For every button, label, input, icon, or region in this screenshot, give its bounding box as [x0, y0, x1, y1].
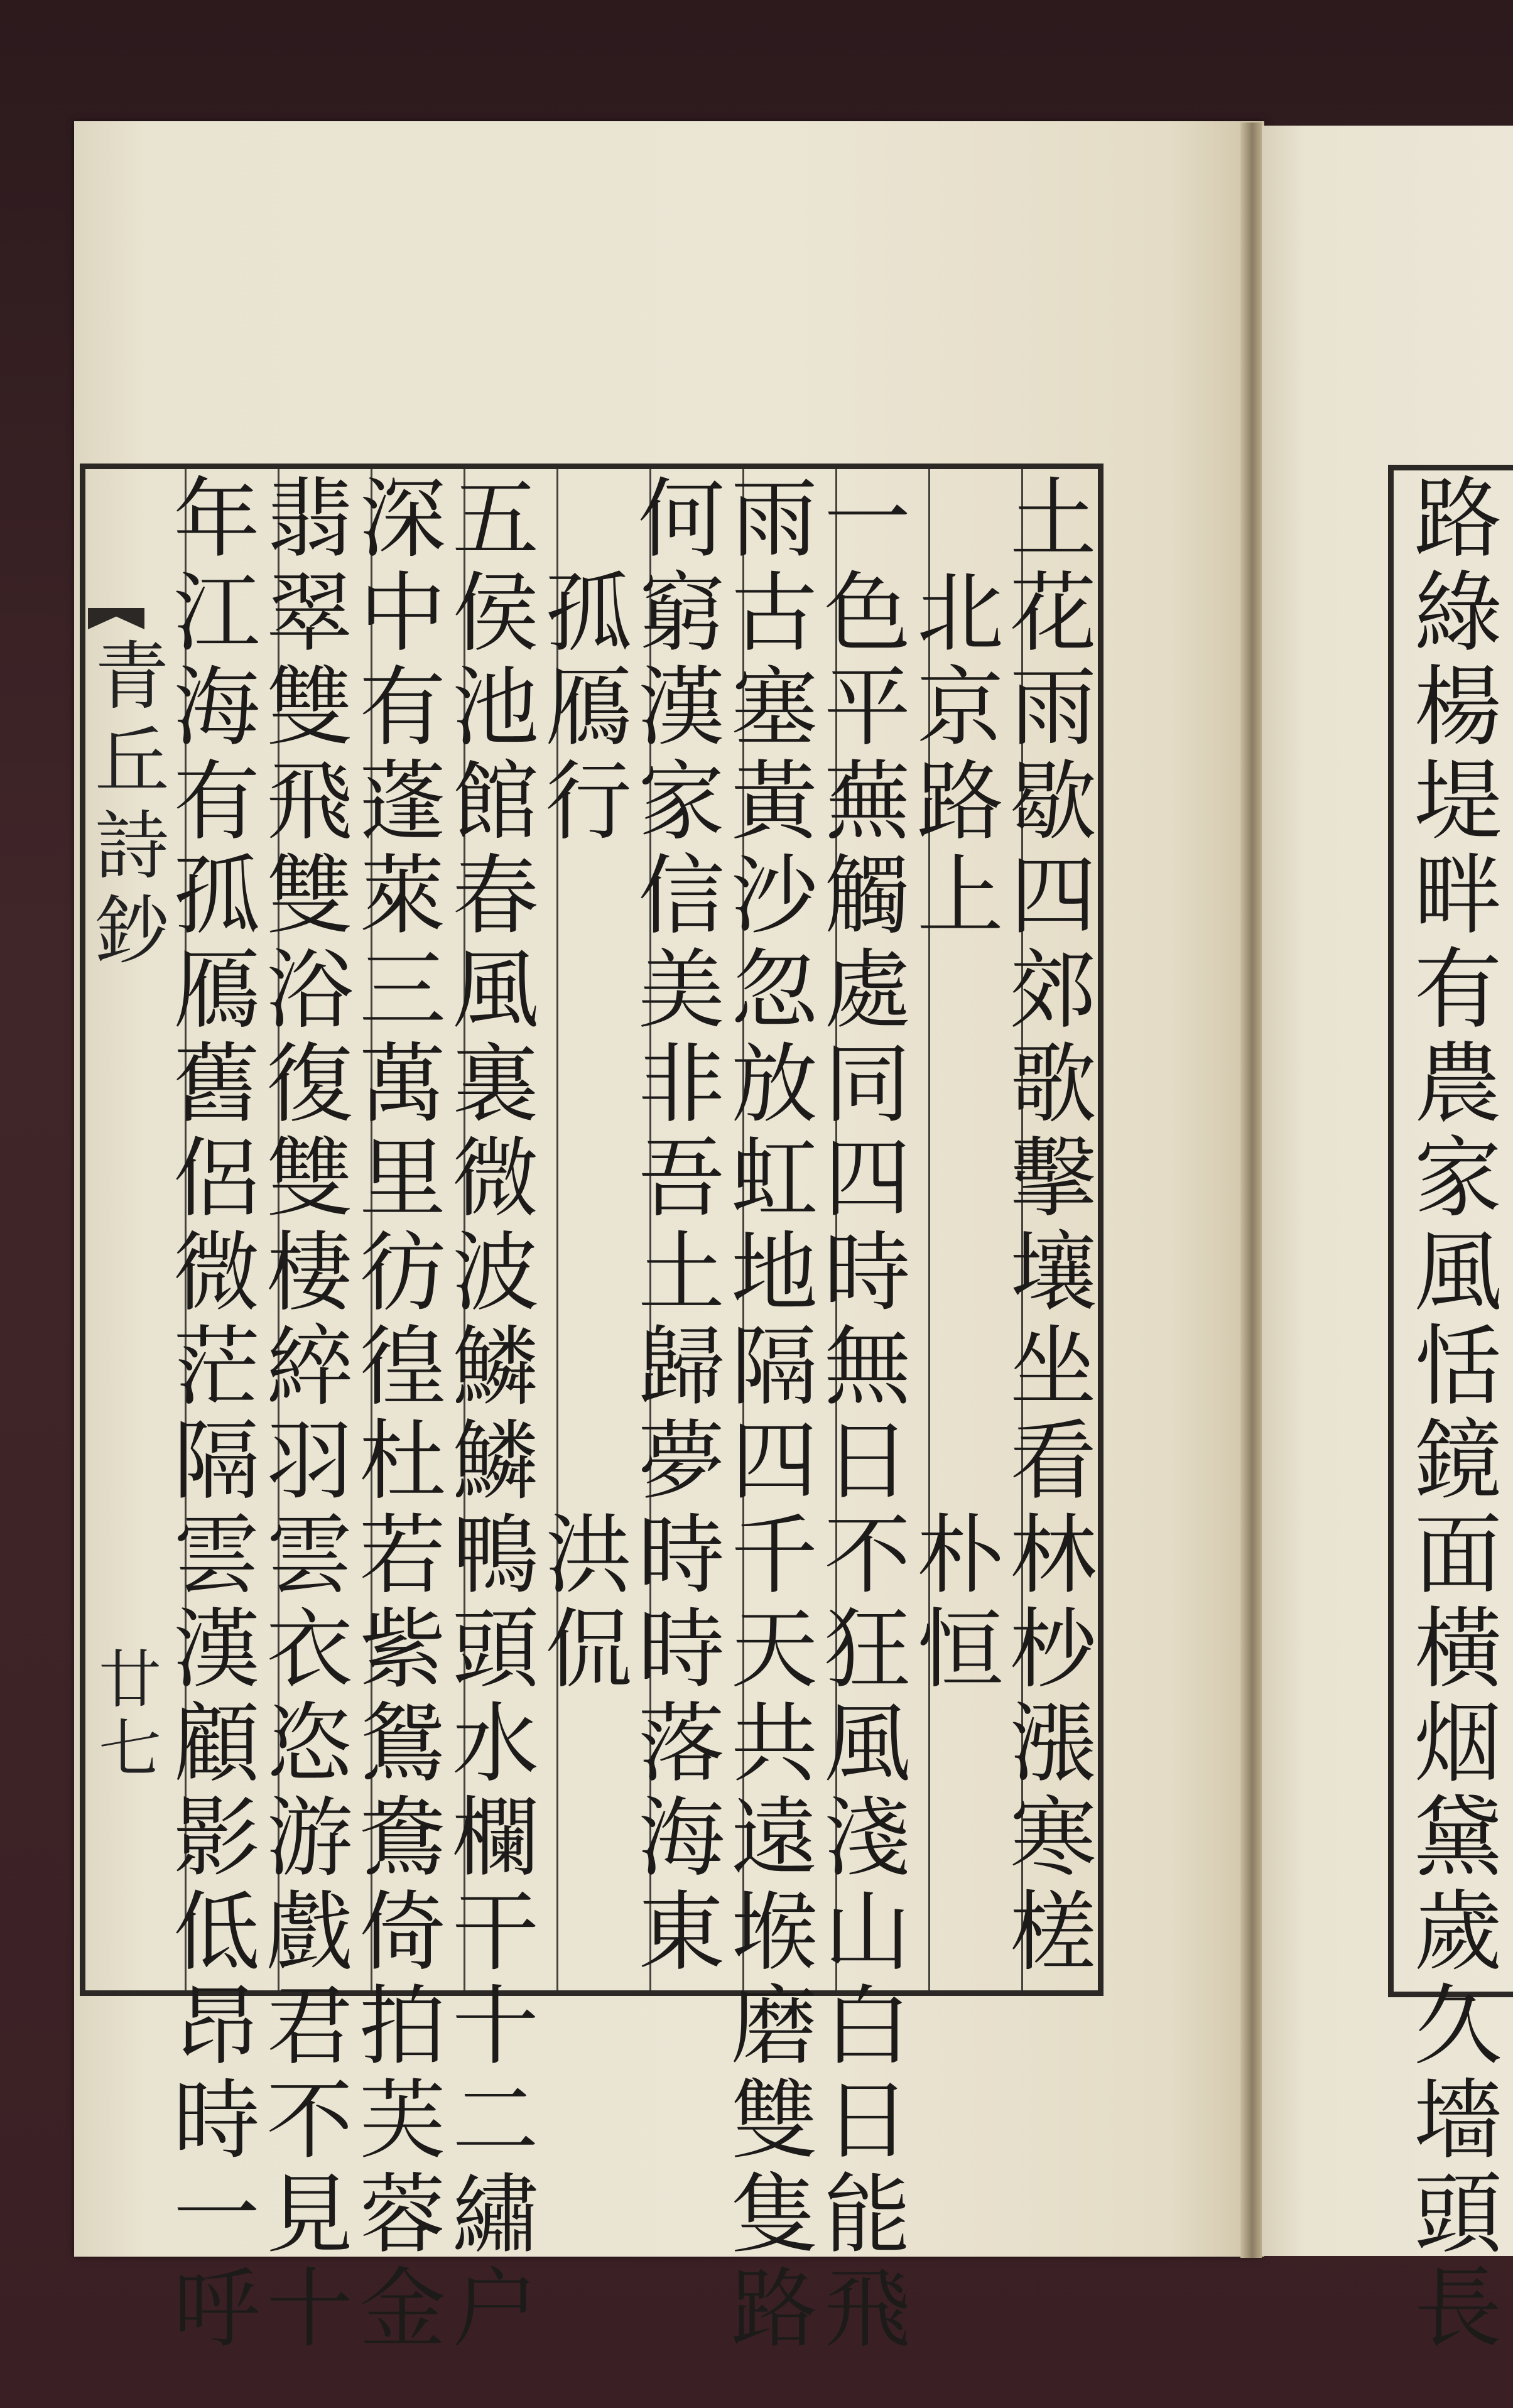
text-char: 天 [730, 1599, 818, 1700]
text-char: 隻 [730, 2164, 818, 2265]
text-char: 蓬 [359, 751, 446, 852]
text-char: 微 [173, 1222, 260, 1323]
text-column [449, 469, 542, 2360]
text-char: 雲 [173, 1505, 260, 1606]
author-char: 洪 [545, 1505, 632, 1606]
text-char: 棲 [266, 1222, 353, 1323]
text-char: 沙 [730, 845, 818, 946]
text-char: 十 [266, 2259, 353, 2360]
text-char: 畔 [1414, 845, 1502, 947]
text-char: 舊 [173, 1034, 260, 1135]
text-char: 四 [823, 1128, 911, 1229]
text-char: 綠 [1414, 562, 1502, 664]
text-column [263, 469, 356, 2360]
text-char: 昂 [173, 1976, 260, 2077]
text-char: 忽 [730, 940, 818, 1041]
title-char: 鴈 [545, 657, 632, 758]
text-char: 虹 [730, 1128, 818, 1229]
text-char: 有 [173, 751, 260, 852]
text-char: 恣 [266, 1693, 353, 1794]
text-char: 飛 [266, 751, 353, 852]
text-char: 放 [730, 1034, 818, 1135]
text-char: 何 [637, 469, 725, 570]
text-char: 彷 [359, 1222, 446, 1323]
text-char: 中 [359, 563, 446, 664]
text-char: 一 [173, 2164, 260, 2265]
text-char: 萬 [359, 1034, 446, 1135]
text-char: 鏡 [1414, 1410, 1502, 1512]
text-char: 觸 [823, 845, 911, 946]
text-char: 蕪 [823, 751, 911, 852]
text-char: 呼 [173, 2259, 260, 2360]
text-char: 若 [359, 1505, 446, 1606]
text-char: 花 [1009, 563, 1097, 664]
book-gutter [1240, 122, 1262, 2258]
text-char: 墻 [1414, 2069, 1502, 2172]
text-char: 土 [1009, 469, 1097, 570]
title-char: 京 [916, 657, 1004, 758]
text-char: 海 [173, 657, 260, 758]
text-char: 十 [452, 1976, 539, 2077]
text-char: 古 [730, 563, 818, 664]
text-char: 遠 [730, 1787, 818, 1889]
text-char: 同 [823, 1034, 911, 1135]
text-char: 紫 [359, 1599, 446, 1700]
text-char: 東 [637, 1882, 725, 1983]
text-char: 杜 [359, 1411, 446, 1512]
text-char: 山 [823, 1882, 911, 1983]
text-char: 一 [823, 469, 911, 570]
text-char: 年 [173, 469, 260, 570]
text-char: 五 [452, 469, 539, 570]
text-char: 狂 [823, 1599, 911, 1700]
text-char: 頭 [1414, 2164, 1502, 2266]
title-char: 路 [916, 751, 1004, 852]
title-char: 孤 [545, 563, 632, 664]
text-column [635, 469, 728, 1983]
text-char: 落 [637, 1693, 725, 1794]
title-char: 鈔 [94, 887, 169, 974]
text-char: 雙 [266, 845, 353, 946]
poem-title [914, 563, 1007, 946]
text-char: 海 [637, 1787, 725, 1889]
text-char: 非 [637, 1034, 725, 1135]
text-char: 風 [452, 940, 539, 1041]
text-char: 地 [730, 1222, 818, 1323]
text-char: 黃 [730, 751, 818, 852]
title-char: 上 [916, 845, 1004, 946]
title-char: 青 [94, 633, 169, 720]
text-char: 裏 [452, 1034, 539, 1135]
text-char: 擊 [1009, 1128, 1097, 1229]
text-char: 鴈 [173, 940, 260, 1041]
text-char: 千 [730, 1505, 818, 1606]
text-char: 平 [823, 657, 911, 758]
text-char: 翡 [266, 469, 353, 570]
text-char: 處 [823, 940, 911, 1041]
text-char: 户 [452, 2259, 539, 2360]
text-char: 三 [359, 940, 446, 1041]
text-char: 波 [452, 1222, 539, 1323]
text-char: 影 [173, 1787, 260, 1889]
text-char: 微 [452, 1128, 539, 1229]
text-char: 日 [823, 2070, 911, 2171]
text-char: 土 [637, 1222, 725, 1323]
text-column [728, 469, 821, 2360]
text-char: 壤 [1009, 1222, 1097, 1323]
text-char: 日 [823, 1411, 911, 1512]
title-char: 詩 [94, 803, 169, 889]
text-column [356, 469, 449, 2360]
title-char: 丘 [94, 718, 169, 805]
text-char: 侶 [173, 1128, 260, 1229]
text-char: 時 [637, 1599, 725, 1700]
author-char: 侃 [545, 1599, 632, 1700]
margin-book-title [91, 634, 173, 974]
text-char: 頭 [452, 1599, 539, 1700]
text-char: 橫 [1414, 1598, 1502, 1701]
text-char: 寒 [1009, 1787, 1097, 1889]
text-char: 茫 [173, 1316, 260, 1418]
text-char: 面 [1414, 1504, 1502, 1607]
text-char: 飛 [823, 2259, 911, 2360]
text-char: 色 [823, 563, 911, 664]
text-char: 有 [1414, 939, 1502, 1041]
text-char: 鴦 [359, 1787, 446, 1889]
text-column [821, 469, 914, 2360]
text-char: 共 [730, 1693, 818, 1794]
text-char: 四 [1009, 845, 1097, 946]
text-char: 衣 [266, 1599, 353, 1700]
text-char: 雙 [266, 657, 353, 758]
title-char: 北 [916, 563, 1004, 664]
title-char: 行 [545, 751, 632, 852]
text-char: 倚 [359, 1882, 446, 1983]
text-char: 江 [173, 563, 260, 664]
text-char: 風 [1414, 1222, 1502, 1324]
text-char: 磨 [730, 1976, 818, 2077]
text-char: 能 [823, 2164, 911, 2265]
text-char: 雲 [266, 1505, 353, 1606]
text-char: 家 [1414, 1127, 1502, 1230]
text-char: 鴛 [359, 1693, 446, 1794]
text-char: 黛 [1414, 1787, 1502, 1889]
text-char: 雨 [1009, 657, 1097, 758]
text-char: 楊 [1414, 656, 1502, 759]
text-char: 雨 [730, 469, 818, 570]
text-char: 家 [637, 751, 725, 852]
text-char: 復 [266, 1034, 353, 1135]
text-char: 雙 [730, 2070, 818, 2171]
text-char: 館 [452, 751, 539, 852]
text-char: 四 [730, 1411, 818, 1512]
text-char: 翠 [266, 563, 353, 664]
text-char: 長 [1414, 2258, 1502, 2360]
author-char: 恒 [916, 1599, 1004, 1700]
text-char: 繡 [452, 2164, 539, 2265]
text-char: 漢 [637, 657, 725, 758]
text-char: 淺 [823, 1787, 911, 1889]
text-char: 春 [452, 845, 539, 946]
text-char: 低 [173, 1882, 260, 1983]
text-char: 風 [823, 1693, 911, 1794]
text-char: 鱗 [452, 1411, 539, 1512]
text-char: 顧 [173, 1693, 260, 1794]
text-char: 君 [266, 1976, 353, 2077]
text-char: 吾 [637, 1128, 725, 1229]
text-char: 徨 [359, 1316, 446, 1418]
text-char: 槎 [1009, 1882, 1097, 1983]
text-char: 時 [823, 1222, 911, 1323]
poet-name [914, 1505, 1007, 1700]
text-char: 烟 [1414, 1693, 1502, 1795]
text-char: 深 [359, 469, 446, 570]
text-char: 游 [266, 1787, 353, 1889]
text-column [1007, 469, 1100, 1983]
text-char: 無 [823, 1316, 911, 1418]
text-char: 杪 [1009, 1599, 1097, 1700]
text-char: 坐 [1009, 1316, 1097, 1418]
text-char: 白 [823, 1976, 911, 2077]
text-char: 久 [1414, 1975, 1502, 2078]
poet-name [542, 1505, 635, 1700]
text-char: 郊 [1009, 940, 1097, 1041]
text-column [170, 469, 263, 2360]
text-char: 時 [637, 1505, 725, 1606]
text-char: 綷 [266, 1316, 353, 1418]
text-char: 芙 [359, 2070, 446, 2171]
text-char: 信 [637, 845, 725, 946]
text-char: 拍 [359, 1976, 446, 2077]
text-char: 不 [266, 2070, 353, 2171]
text-char: 見 [266, 2164, 353, 2265]
text-char: 歸 [637, 1316, 725, 1418]
text-char: 恬 [1414, 1316, 1502, 1418]
text-char: 欄 [452, 1787, 539, 1889]
text-char: 農 [1414, 1033, 1502, 1136]
text-char: 金 [359, 2259, 446, 2360]
text-char: 戲 [266, 1882, 353, 1983]
text-char: 池 [452, 657, 539, 758]
text-char: 隔 [730, 1316, 818, 1418]
text-char: 干 [452, 1882, 539, 1983]
text-char: 漢 [173, 1599, 260, 1700]
text-char: 林 [1009, 1505, 1097, 1606]
text-char: 二 [452, 2070, 539, 2171]
text-char: 路 [1414, 468, 1502, 570]
right-page-column [1403, 468, 1513, 2360]
text-char: 漲 [1009, 1693, 1097, 1794]
text-char: 有 [359, 657, 446, 758]
text-char: 羽 [266, 1411, 353, 1512]
text-char: 歌 [1009, 1034, 1097, 1135]
text-char: 雙 [266, 1128, 353, 1229]
text-char: 時 [173, 2070, 260, 2171]
text-char: 鱗 [452, 1316, 539, 1418]
text-char: 浴 [266, 940, 353, 1041]
text-char: 不 [823, 1505, 911, 1606]
text-char: 蓉 [359, 2164, 446, 2265]
text-char: 水 [452, 1693, 539, 1794]
leaf-number: 廿七 [99, 1643, 161, 1786]
text-char: 夢 [637, 1411, 725, 1512]
text-char: 歲 [1414, 1881, 1502, 1983]
text-char: 里 [359, 1128, 446, 1229]
text-char: 堤 [1414, 751, 1502, 853]
text-char: 窮 [637, 563, 725, 664]
text-char: 鴨 [452, 1505, 539, 1606]
text-char: 孤 [173, 845, 260, 946]
text-char: 歇 [1009, 751, 1097, 852]
text-char: 侯 [452, 563, 539, 664]
text-char: 萊 [359, 845, 446, 946]
text-char: 美 [637, 940, 725, 1041]
text-char: 隔 [173, 1411, 260, 1512]
text-char: 路 [730, 2259, 818, 2360]
poem-title [542, 563, 635, 852]
author-char: 朴 [916, 1505, 1004, 1606]
text-char: 堠 [730, 1882, 818, 1983]
text-char: 塞 [730, 657, 818, 758]
text-char: 看 [1009, 1411, 1097, 1512]
